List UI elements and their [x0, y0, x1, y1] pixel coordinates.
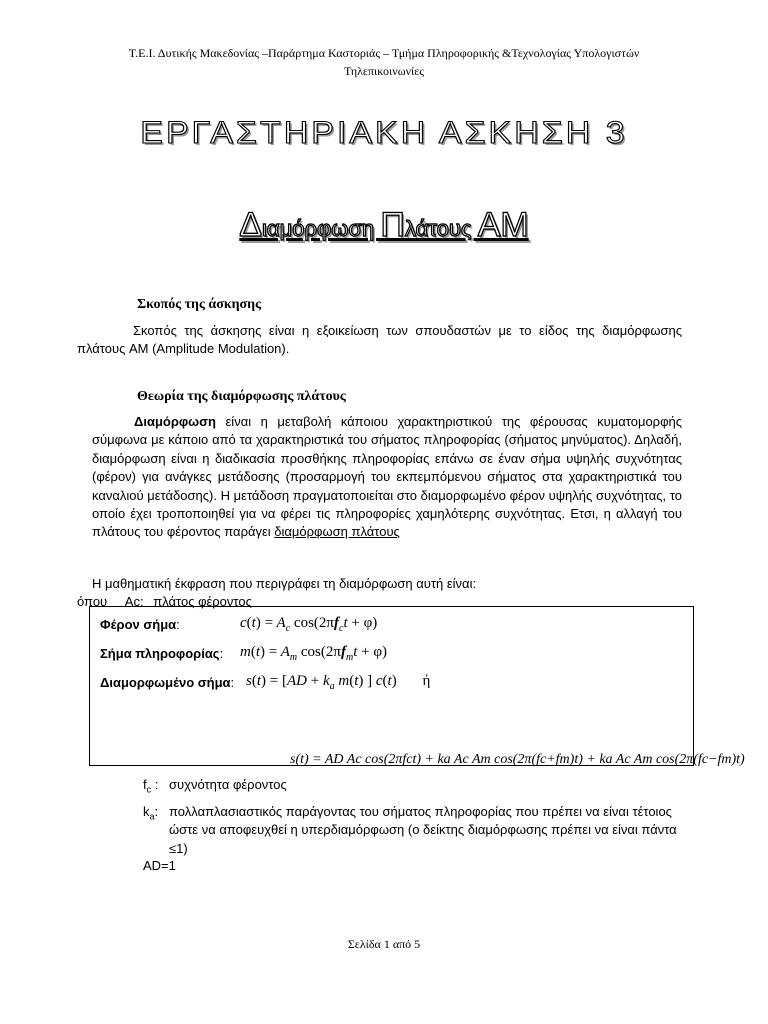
header-course: Τηλεπικοινωνίες: [343, 64, 425, 78]
expanded-equation-cut: s(t) = AD Ac cos(2πfct) + ka Ac Am cos(2π(fc+fm)t) + ka Ac Am cos(2π(fc−fm)t): [290, 752, 745, 767]
subtitle-letter-2: Π: [380, 206, 405, 244]
or-word: ή: [422, 673, 431, 689]
theory-heading: Θεωρία της διαμόρφωσης πλάτους: [137, 389, 346, 404]
def-text-fc: συχνότητα φέροντος: [169, 777, 287, 792]
where-meaning: πλάτος φέροντος: [153, 594, 252, 609]
where-symbol: Ac:: [124, 594, 144, 609]
subtitle-word-1: ιαμόρφωση: [262, 216, 381, 241]
purpose-heading: Σκοπός της άσκησης: [137, 297, 262, 312]
modulated-equation: $s(t) = [AD + k_a$ m(t) ] c(t) ή: [246, 673, 431, 692]
subtitle-word-2: λάτους: [404, 216, 478, 241]
math-intro: Η μαθηματική έκφραση που περιγράφει τη διαμόρφωση αυτή είναι:: [92, 576, 477, 591]
theory-paragraph: [92, 413, 682, 542]
purpose-paragraph: [77, 322, 682, 359]
message-equation: $m(t) = A_m$ $\cos(2\pi f_mt + \varphi)$: [240, 644, 387, 663]
theory-bold-term: Διαμόρφωση: [134, 414, 216, 429]
page-header: [60, 44, 708, 80]
def-text-ka: πολλαπλασιαστικός παράγοντας του σήματος πληροφορίας που πρέπει να είναι τέτοιος ώστε να αποφευχθεί η υπερδιαμόρφωση (ο δείκτης διαμόρφωσης πρέπει να είναι πάντα ≤1): [169, 804, 677, 856]
exercise-title: ΕΡΓΑΣΤΗΡΙΑΚΗ ΑΣΚΗΣΗ 3: [140, 115, 628, 151]
header-institution: Τ.Ε.Ι. Δυτικής Μακεδονίας –Παράρτημα Καστοριάς – Τμήμα Πληροφορικής &Τεχνολογίας Υπολογιστών: [128, 46, 640, 60]
where-word: όπου: [77, 594, 108, 609]
subtitle-am: ΑΜ: [477, 206, 529, 244]
def-symbol-fc: $f_c$ :: [143, 777, 159, 795]
carrier-label: Φέρον σήμα:: [100, 617, 180, 632]
exercise-subtitle: [0, 206, 768, 245]
ad-line: AD=1: [143, 858, 176, 873]
modulated-label: Διαμορφωμένο σήμα:: [100, 675, 235, 690]
def-symbol-ka: $k_a$:: [143, 804, 159, 822]
purpose-text: Σκοπός της άσκησης είναι η εξοικείωση των σπουδαστών με το είδος της διαμόρφωσης πλάτους AM (Amplitude Modulation).: [77, 323, 682, 357]
page-footer: Σελίδα 1 από 5: [347, 937, 421, 951]
message-label: Σήμα πληροφορίας:: [100, 646, 224, 661]
theory-underlined-term: διαμόρφωση πλάτους: [274, 524, 400, 540]
carrier-equation: $c(t) = A_c$ $\cos(2\pi f_ct + \varphi)$: [240, 615, 378, 634]
subtitle-letter-1: Δ: [239, 206, 262, 244]
theory-text: είναι η μεταβολή κάποιου χαρακτηριστικού της φέρουσας κυματομορφής σύμφωνα με κάποιο από τα χαρακτηριστικά του σήματος πληροφορίας (σήματος μηνύματος). Δηλαδή, διαμόρφωση είναι η διαδικασία προσθήκης πληροφορίας επάνω σε έναν σήμα υψηλής συχνότητας (φέρον) για ανάγκες μετάδοσης (προσαρμογή του εκπεμπόμενου σήματος στα χαρακτηριστικά του καναλιού μετάδοσης). Η μετάδοση πραγματοποιείται στο διαμορφωμένο φέρον υψηλής συχνότητας, το οποίο έχει τροποποιηθεί για να φέρει τις πληροφορίες χαμηλότερης συχνότητας. Ετσι, η αλλαγή του πλάτους του φέροντος παράγει: [92, 414, 682, 540]
formula-box: [89, 606, 745, 767]
